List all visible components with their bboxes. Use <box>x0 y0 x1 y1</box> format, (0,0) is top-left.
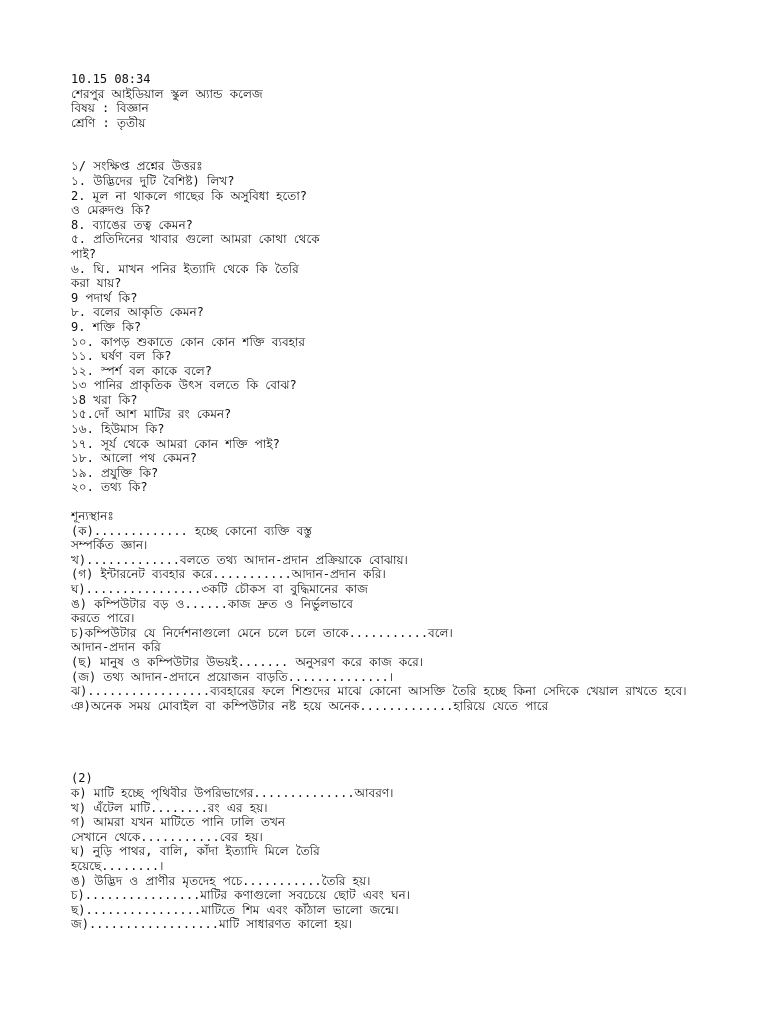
question-line: ১৫.দোঁ আশ মাটির রং কেমন? <box>71 407 232 422</box>
blank-line: সম্পর্কিত জ্ঞান। <box>71 538 148 553</box>
question-line: ১২. স্পর্শ বল কাকে বলে? <box>71 363 212 378</box>
soil-blanks-list <box>71 786 711 932</box>
blank-line: (ছ) মানুষ ও কম্পিউটার উভয়ই....... অনুসরণ করে কাজ করে। <box>71 654 424 669</box>
school-name: শেরপুর আইডিয়াল স্কুল অ্যান্ড কলেজ <box>71 86 263 101</box>
question-line: ২০. তথ্য কি? <box>71 480 148 495</box>
question-line: ১৮. আলো পথ কেমন? <box>71 451 197 466</box>
question-line: ও মেরুদণ্ড কি? <box>71 203 151 218</box>
question-line: ১৬. হিউমাস কি? <box>71 422 165 437</box>
fill-blanks-title: শূন্যস্থানঃ <box>71 509 114 524</box>
question-line: ৮. বলের আকৃতি কেমন? <box>71 305 204 320</box>
blank-line: ক) মাটি হচ্ছে পৃথিবীর উপরিভাগের..............আবরণ। <box>71 785 394 800</box>
blank-line: চ)কম্পিউটার যে নির্দেশনাগুলো মেনে চলে চলে তাকে...........বলে। <box>71 625 453 640</box>
blank-line: ঙ) উদ্ভিদ ও প্রাণীর মৃতদেহ পচে...........তৈরি হয়। <box>71 873 371 888</box>
blank-line: (গ) ইন্টারনেট ব্যবহার করে...........আদান-প্রদান করি। <box>71 567 386 582</box>
blank-line: (ক)............. হচ্ছে কোনো ব্যক্তি বস্তু <box>71 523 312 538</box>
blank-line: সেখানে থেকে...........বের হয়। <box>71 829 263 844</box>
question-line: ১০. কাপড় শুকাতে কোন কোন শক্তি ব্যবহার <box>71 334 306 349</box>
blank-line: গ) আমরা যখন মাটিতে পানি ঢালি তখন <box>71 815 285 830</box>
blank-line: (জ) তথ্য আদান-প্রদানে প্রয়োজন বাড়তি..............। <box>71 669 394 684</box>
question-line: ১৩ পানির প্রাকৃতিক উৎস বলতে কি বোঝ? <box>71 378 297 393</box>
blank-line: ঘ) নুড়ি পাথর, বালি, কাঁদা ইত্যাদি মিলে তৈরি <box>71 844 320 859</box>
blank-line: ঞ)অনেক সময় মোবাইল বা কম্পিউটার নষ্ট হয়ে অনেক.............হারিয়ে যেতে পারে <box>71 698 549 713</box>
question-line: করা যায়? <box>71 276 122 291</box>
blank-line: করতে পারে। <box>71 611 135 626</box>
blank-line: ঘ)................৩কটি চৌকস বা বুদ্ধিমানের কাজ <box>71 582 368 596</box>
question-line: ১8 খরা কি? <box>71 392 138 407</box>
fill-blanks-list <box>71 524 711 714</box>
question-line: 9. শক্তি কি? <box>71 319 142 334</box>
blank-line: খ).............বলতে তথ্য আদান-প্রদান প্রক্রিয়াকে বোঝায়। <box>71 552 408 567</box>
question-line: ১১. ঘর্ষণ বল কি? <box>71 349 172 364</box>
question-line: ৬. ঘি. মাখন পনির ইত্যাদি থেকে কি তৈরি <box>71 261 299 276</box>
section-two-title: (2) <box>71 771 93 786</box>
blank-line: হয়েছে........। <box>71 858 164 873</box>
spacer <box>71 130 711 159</box>
short-questions-list <box>71 174 711 495</box>
question-line: 8. ব্যাঙের তত্ব কেমন? <box>71 217 193 232</box>
blank-line: চ)................মাটির কণাগুলো সবচেয়ে ছোট এবং ঘন। <box>71 888 410 903</box>
blank-line: ঝ).................ব্যবহারের ফলে শিশুদের মাঝে কোনো আসক্তি তৈরি হচ্ছে কিনা সেদিকে খেয়াল রাখতে হবে। <box>71 684 687 699</box>
document-body <box>71 72 711 932</box>
question-line: ৫. প্রতিদিনের খাবার গুলো আমরা কোথা থেকে <box>71 232 320 247</box>
blank-line: ঙ) কম্পিউটার বড় ও......কাজ দ্রুত ও নির্ভুলভাবে <box>71 596 353 611</box>
short-questions-title: ১/ সংক্ষিপ্ত প্রশ্নের উত্তরঃ <box>71 159 203 174</box>
spacer <box>71 713 711 771</box>
blank-line: আদান-প্রদান করি <box>71 640 161 655</box>
blank-line: ছ)................মাটিতে শিম এবং কাঁঠাল ভালো জন্মে। <box>71 902 399 917</box>
blank-line: খ) এঁটেল মাটি........রং এর হয়। <box>71 800 268 815</box>
class-line: শ্রেণি : তৃতীয় <box>71 115 146 130</box>
spacer <box>71 495 711 509</box>
question-line: পাই? <box>71 246 97 261</box>
question-line: 2. মূল না থাকলে গাছের কি অসুবিধা হতো? <box>71 188 308 203</box>
datetime: 10.15 08:34 <box>71 72 151 86</box>
question-line: ১. উদ্ভিদের দুটি বৈশিষ্ট) লিখ? <box>71 173 235 188</box>
question-line: 9 পদার্থ কি? <box>71 290 138 305</box>
question-line: ১৯. প্রযুক্তি কি? <box>71 465 159 480</box>
blank-line: জ)..................মাটি সাধারণত কালো হয়। <box>71 917 353 932</box>
subject-line: বিষয় : বিজ্ঞান <box>71 101 149 116</box>
question-line: ১৭. সূর্য থেকে আমরা কোন শক্তি পাই? <box>71 436 280 451</box>
